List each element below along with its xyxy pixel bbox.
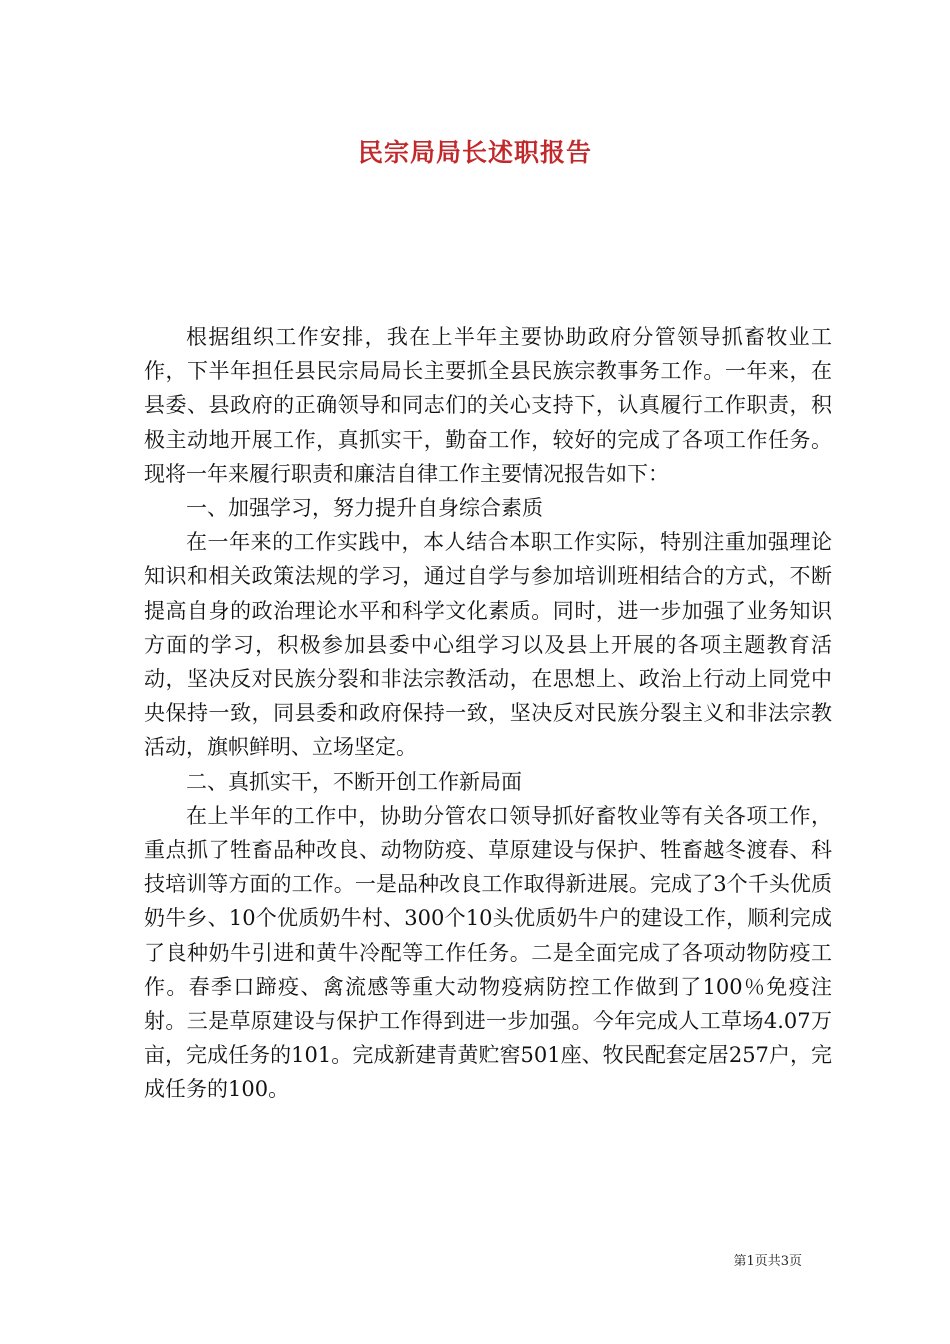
paragraph-study: 在一年来的工作实践中，本人结合本职工作实际，特别注重加强理论知识和相关政策法规的学习，通过自学与参加培训班相结合的方式，不断提高自身的政治理论水平和科学文化素质。同时，进一步加强了业务知识方面的学习，积极参加县委中心组学习以及县上开展的各项主题教育活动，坚决反对民族分裂和非法宗教活动，在思想上、政治上行动上同党中央保持一致，同县委和政府保持一致，坚决反对民族分裂主义和非法宗教活动，旗帜鲜明、立场坚定。 [144,530,832,760]
section-heading-2: 二、真抓实干，不断开创工作新局面 [186,769,522,794]
paragraph-intro: 根据组织工作安排，我在上半年主要协助政府分管领导抓畜牧业工作，下半年担任县民宗局局长主要抓全县民族宗教事务工作。一年来，在县委、县政府的正确领导和同志们的关心支持下，认真履行工作职责，积极主动地开展工作，真抓实干，勤奋工作，较好的完成了各项工作任务。现将一年来履行职责和廉洁自律工作主要情况报告如下： [144,325,832,486]
paragraph-work: 在上半年的工作中，协助分管农口领导抓好畜牧业等有关各项工作，重点抓了牲畜品种改良、动物防疫、草原建设与保护、牲畜越冬渡春、科技培训等方面的工作。一是品种改良工作取得新进展。完成了3个千头优质奶牛乡、10个优质奶牛村、300个10头优质奶牛户的建设工作，顺利完成了良种奶牛引进和黄牛冷配等工作任务。二是全面完成了各项动物防疫工作。春季口蹄疫、禽流感等重大动物疫病防控工作做到了100％免疫注射。三是草原建设与保护工作得到进一步加强。今年完成人工草场4.07万亩，完成任务的101。完成新建青黄贮窖501座、牧民配套定居257户，完成任务的100。 [144,803,832,1102]
document-title: 民宗局局长述职报告 [357,138,592,167]
page-number-footer: 第1页共3页 [733,1254,802,1269]
document-body [144,320,832,1107]
section-heading-1: 一、加强学习，努力提升自身综合素质 [186,496,543,521]
